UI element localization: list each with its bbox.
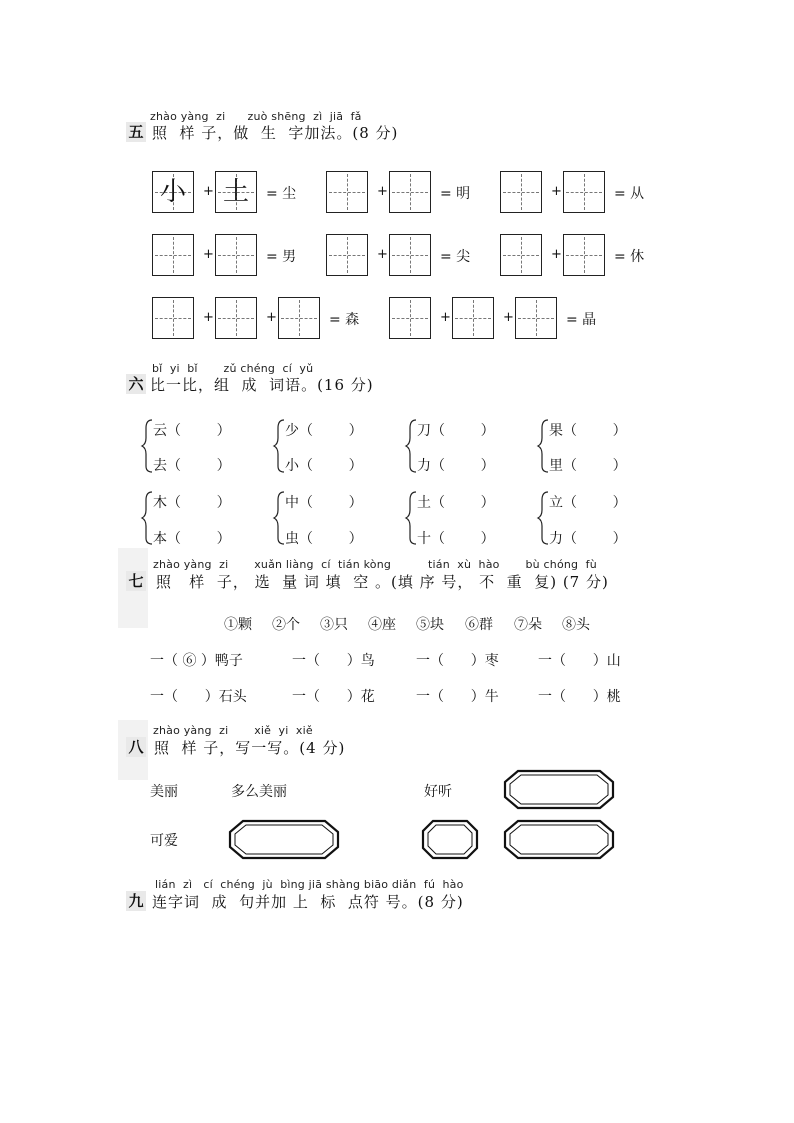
pair-item[interactable]: 力（ ）: [417, 458, 495, 474]
result-text: = 明: [440, 186, 471, 202]
result-text: = 男: [266, 249, 297, 265]
octagon-box: [505, 821, 613, 858]
brace: [538, 420, 548, 472]
plus-sign: +: [551, 247, 562, 262]
brace: [274, 420, 284, 472]
sec7-title: 照 样 子， 选 量 词 填 空 。(填 序 号， 不 重 复) (7 分): [156, 573, 609, 591]
sec7-pinyin: zhào yàng zi xuǎn liàng cí tián kòng tián xù hào bù chóng fù: [153, 558, 597, 571]
pair-item[interactable]: 虫（ ）: [285, 531, 363, 547]
pair-item[interactable]: 木（ ）: [153, 495, 231, 511]
sec5-pinyin: zhào yàng zi zuò shēng zì jiā fǎ: [150, 110, 362, 123]
octagon-box: [230, 821, 338, 858]
word-keai: 可爱: [150, 833, 178, 849]
sample-char-a: 小: [159, 177, 186, 207]
sec6-number: 六: [126, 374, 146, 394]
plus-sign: +: [440, 310, 451, 325]
brace: [274, 492, 284, 544]
pair-item[interactable]: 果（ ）: [549, 423, 627, 439]
measure-word-blank[interactable]: 一（ ）山: [538, 653, 621, 669]
option-item: ③只: [320, 617, 348, 633]
sec9-title: 连字词 成 句并加 上 标 点符 号。(8 分): [152, 893, 464, 911]
sec9-pinyin: lián zì cí chéng jù bìng jiā shàng biāo diǎn fú hào: [155, 878, 464, 891]
sec8-title: 照 样 子，写一写。(4 分): [154, 739, 346, 757]
option-item: ⑤块: [416, 617, 444, 633]
brace: [406, 420, 416, 472]
pair-item[interactable]: 刀（ ）: [417, 423, 495, 439]
plus-sign: +: [203, 184, 214, 199]
plus-sign: +: [266, 310, 277, 325]
sec5-title: 照 样 子，做 生 字加法。(8 分): [152, 124, 399, 142]
plus-sign: +: [377, 247, 388, 262]
measure-word-blank[interactable]: 一（ ⑥ ）鸭子: [150, 653, 243, 669]
option-item: ②个: [272, 617, 300, 633]
pair-item[interactable]: 十（ ）: [417, 531, 495, 547]
result-text: = 尘: [266, 186, 297, 202]
measure-word-blank[interactable]: 一（ ）枣: [416, 653, 499, 669]
octagon-box: [423, 821, 477, 858]
brace: [142, 492, 152, 544]
sec8-pinyin: zhào yàng zi xiě yi xiě: [153, 724, 313, 737]
sample-char-b: 土: [222, 177, 249, 207]
plus-sign: +: [377, 184, 388, 199]
pair-item[interactable]: 里（ ）: [549, 458, 627, 474]
brace: [406, 492, 416, 544]
octagon-box: [505, 771, 613, 808]
measure-word-blank[interactable]: 一（ ）鸟: [292, 653, 375, 669]
brace-group: [0, 0, 794, 560]
result-text: = 休: [614, 249, 645, 265]
sec6-pinyin: bǐ yi bǐ zǔ chéng cí yǔ: [152, 362, 314, 375]
sec5-number: 五: [126, 122, 146, 142]
plus-sign: +: [503, 310, 514, 325]
pair-item[interactable]: 少（ ）: [285, 423, 363, 439]
char-box-sample-a: [152, 171, 194, 213]
pair-item[interactable]: 小（ ）: [285, 458, 363, 474]
option-item: ①颗: [224, 617, 252, 633]
word-meili: 美丽: [150, 784, 178, 800]
option-item: ④座: [368, 617, 396, 633]
measure-word-blank[interactable]: 一（ ）牛: [416, 689, 499, 705]
pair-item[interactable]: 力（ ）: [549, 531, 627, 547]
sec9-number: 九: [126, 891, 146, 911]
sec6-title: 比一比，组 成 词语。(16 分): [150, 376, 374, 394]
option-item: ⑦朵: [514, 617, 542, 633]
pair-item[interactable]: 本（ ）: [153, 531, 231, 547]
pair-item[interactable]: 中（ ）: [285, 495, 363, 511]
pair-item[interactable]: 云（ ）: [153, 423, 231, 439]
char-box-sample-b: [215, 171, 257, 213]
result-text: = 尖: [440, 249, 471, 265]
pair-item[interactable]: 去（ ）: [153, 458, 231, 474]
result-text: = 晶: [566, 312, 597, 328]
plus-sign: +: [203, 247, 214, 262]
pair-item[interactable]: 土（ ）: [417, 495, 495, 511]
result-text: = 从: [614, 186, 645, 202]
pair-item[interactable]: 立（ ）: [549, 495, 627, 511]
plus-sign: +: [203, 310, 214, 325]
sec8-number: 八: [126, 737, 146, 757]
sec7-number: 七: [126, 571, 146, 591]
measure-word-blank[interactable]: 一（ ）花: [292, 689, 375, 705]
brace: [142, 420, 152, 472]
plus-sign: +: [551, 184, 562, 199]
word-haoting: 好听: [424, 784, 452, 800]
result-text: = 森: [329, 312, 360, 328]
measure-word-blank[interactable]: 一（ ）桃: [538, 689, 621, 705]
option-item: ⑧头: [562, 617, 590, 633]
measure-word-blank[interactable]: 一（ ）石头: [150, 689, 247, 705]
brace: [538, 492, 548, 544]
example-answer: 多么美丽: [231, 784, 287, 800]
option-item: ⑥群: [465, 617, 493, 633]
